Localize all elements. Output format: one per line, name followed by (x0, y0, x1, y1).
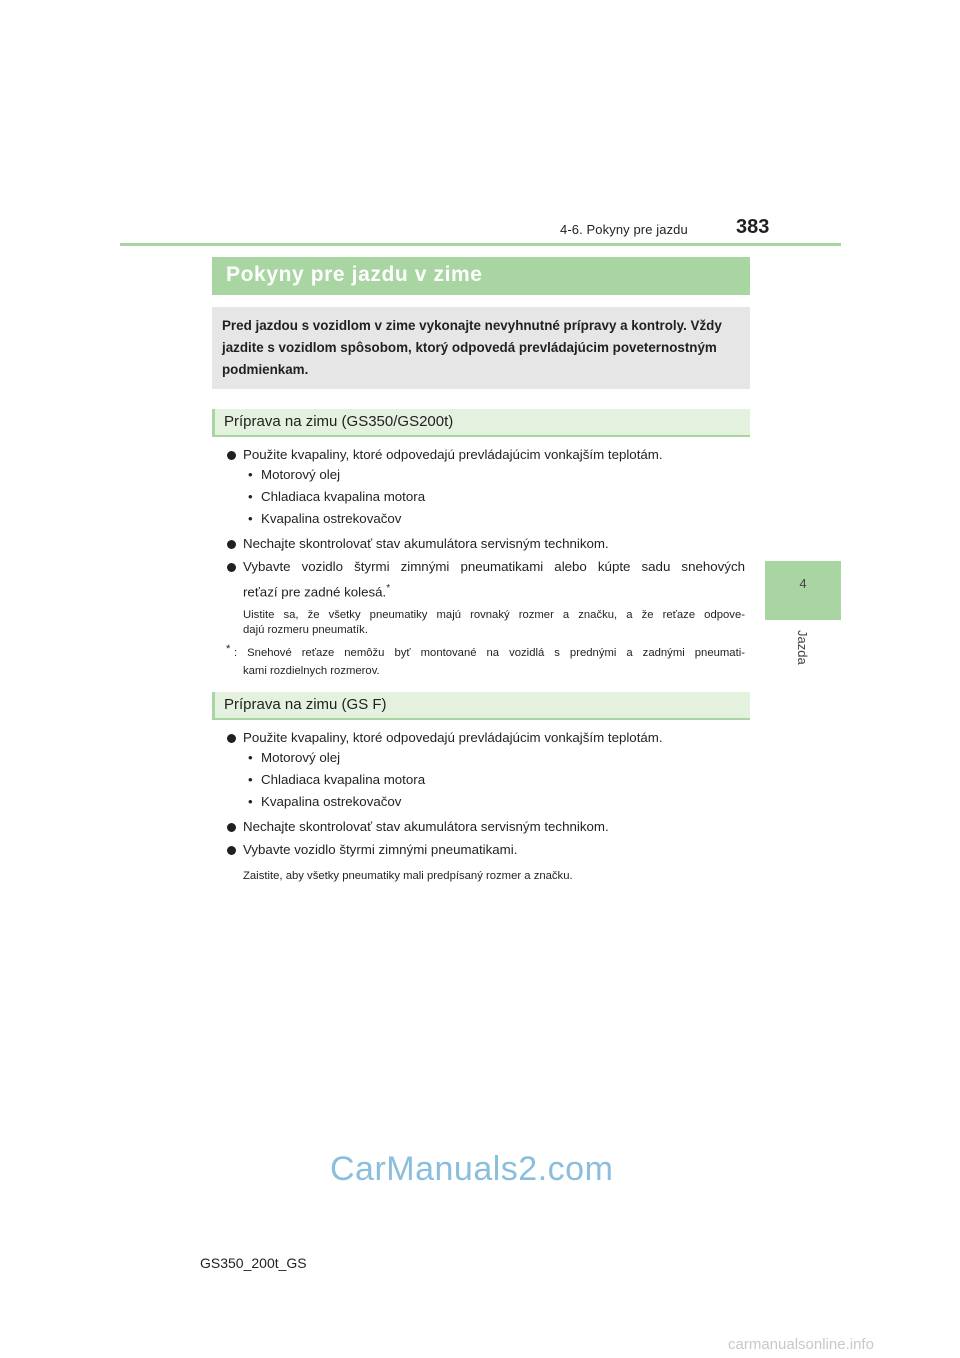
bullet-dot (227, 563, 236, 572)
sub-item-bullet: • (248, 750, 253, 765)
section-heading-gsf: Príprava na zimu (GS F) (224, 696, 387, 713)
bullet-battery: Nechajte skontrolovať stav akumulátora servisným technikom. (243, 536, 609, 551)
bullet-dot (227, 540, 236, 549)
sub-item-bullet: • (248, 489, 253, 504)
sub-item-washer-fluid: Kvapalina ostrekovačov (261, 794, 402, 809)
footnote-mark: * (226, 643, 231, 655)
sub-item-coolant: Chladiaca kvapalina motora (261, 772, 426, 787)
bullet-battery: Nechajte skontrolovať stav akumulátora servisným technikom. (243, 819, 609, 834)
sub-item-bullet: • (248, 467, 253, 482)
page-number: 383 (736, 216, 770, 238)
section-heading-gs350: Príprava na zimu (GS350/GS200t) (224, 413, 454, 430)
note-tires-line1: Uistite sa, že všetky pneumatiky majú rovnaký rozmer a značku, a že reťaze odpove- (243, 609, 745, 621)
page-title: Pokyny pre jazdu v zime (226, 263, 483, 286)
header-rule (120, 243, 841, 246)
sub-item-coolant: Chladiaca kvapalina motora (261, 489, 426, 504)
bullet-dot (227, 451, 236, 460)
running-header-section: 4-6. Pokyny pre jazdu (560, 222, 688, 237)
bullet-dot (227, 846, 236, 855)
footnote-line2: kami rozdielnych rozmerov. (243, 665, 380, 677)
bullet-fluids: Použite kvapaliny, ktoré odpovedajú prevládajúcim vonkajším teplotám. (243, 730, 663, 745)
sub-item-bullet: • (248, 794, 253, 809)
bullet-winter-tires: Vybavte vozidlo štyrmi zimnými pneumatikami. (243, 842, 518, 857)
note-tires-line2: dajú rozmeru pneumatík. (243, 624, 368, 636)
sub-item-washer-fluid: Kvapalina ostrekovačov (261, 511, 402, 526)
sub-item-bullet: • (248, 772, 253, 787)
sub-item-engine-oil: Motorový olej (261, 467, 341, 482)
chapter-number: 4 (799, 576, 807, 591)
sub-item-bullet: • (248, 511, 253, 526)
intro-text: Pred jazdou s vozidlom v zime vykonajte nevyhnutné prípravy a kontroly. Vždy jazdite s vozidlom spôsobom, ktorý odpovedá prevládajúcim poveternostným podmienkam. (222, 318, 722, 377)
bullet-dot (227, 823, 236, 832)
footer-model-code: GS350_200t_GS (200, 1255, 307, 1271)
footnote-line1: : Snehové reťaze nemôžu byť montované na vozidlá s prednými a zadnými pneumati- (234, 647, 745, 659)
watermark-carmanualsonline: carmanualsonline.info (728, 1336, 874, 1353)
sub-item-engine-oil: Motorový olej (261, 750, 341, 765)
bullet-tires-line1: Vybavte vozidlo štyrmi zimnými pneumatikami alebo kúpte sadu snehových (243, 559, 745, 574)
bullet-fluids: Použite kvapaliny, ktoré odpovedajú prevládajúcim vonkajším teplotám. (243, 447, 663, 462)
bullet-dot (227, 734, 236, 743)
chapter-label: Jazda (795, 630, 810, 665)
watermark-carmanuals2: CarManuals2.com (330, 1150, 614, 1188)
bullet-tires-line2: reťazí pre zadné kolesá.* (243, 583, 391, 600)
note-tire-size: Zaistite, aby všetky pneumatiky mali predpísaný rozmer a značku. (243, 870, 573, 882)
